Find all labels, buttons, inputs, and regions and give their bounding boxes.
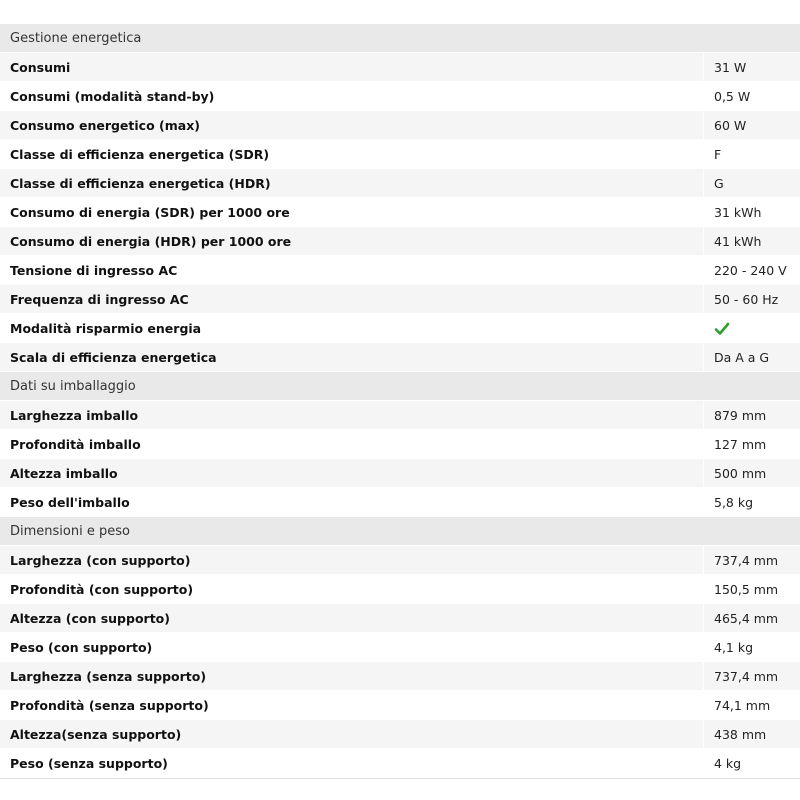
bottom-divider <box>0 778 800 779</box>
spec-value: 4 kg <box>714 755 742 771</box>
spec-row <box>0 604 800 633</box>
spec-label: Profondità (senza supporto) <box>0 691 704 719</box>
spec-label: Larghezza (senza supporto) <box>0 662 704 690</box>
spec-row <box>0 111 800 140</box>
spec-label: Consumi (modalità stand-by) <box>0 82 704 110</box>
spec-sheet <box>0 24 800 779</box>
spec-row <box>0 82 800 111</box>
spec-value: G <box>714 175 724 191</box>
spec-value: 31 kWh <box>714 204 762 220</box>
spec-label: Consumi <box>0 53 704 81</box>
spec-value: Da A a G <box>714 349 770 365</box>
spec-row <box>0 430 800 459</box>
spec-value: 4,1 kg <box>714 639 754 655</box>
spec-row <box>0 633 800 662</box>
spec-row <box>0 343 800 372</box>
spec-row <box>0 53 800 82</box>
spec-value: 41 kWh <box>714 233 762 249</box>
section-header: Dimensioni e peso <box>0 517 800 546</box>
spec-value: F <box>714 146 722 162</box>
spec-label: Profondità imballo <box>0 430 704 458</box>
spec-value: 465,4 mm <box>714 610 779 626</box>
spec-label: Consumo di energia (HDR) per 1000 ore <box>0 227 704 255</box>
spec-row <box>0 169 800 198</box>
spec-row <box>0 314 800 343</box>
spec-label: Classe di efficienza energetica (SDR) <box>0 140 704 168</box>
spec-value: 737,4 mm <box>714 552 779 568</box>
spec-value: 500 mm <box>714 465 767 481</box>
spec-label: Peso (senza supporto) <box>0 749 704 777</box>
spec-row <box>0 691 800 720</box>
spec-value: 0,5 W <box>714 88 751 104</box>
spec-label: Altezza (con supporto) <box>0 604 704 632</box>
spec-value: 50 - 60 Hz <box>714 291 779 307</box>
spec-value: 31 W <box>714 59 747 75</box>
spec-label: Classe di efficienza energetica (HDR) <box>0 169 704 197</box>
spec-label: Consumo di energia (SDR) per 1000 ore <box>0 198 704 226</box>
spec-label: Larghezza (con supporto) <box>0 546 704 574</box>
spec-value: 737,4 mm <box>714 668 779 684</box>
spec-row <box>0 546 800 575</box>
spec-row <box>0 227 800 256</box>
spec-label: Larghezza imballo <box>0 401 704 429</box>
check-icon <box>714 322 730 336</box>
spec-row <box>0 256 800 285</box>
spec-value: 60 W <box>714 117 747 133</box>
spec-row <box>0 662 800 691</box>
spec-row <box>0 749 800 778</box>
spec-value: 5,8 kg <box>714 494 754 510</box>
spec-label: Tensione di ingresso AC <box>0 256 704 284</box>
spec-label: Peso (con supporto) <box>0 633 704 661</box>
spec-row <box>0 575 800 604</box>
spec-value: 127 mm <box>714 436 767 452</box>
spec-value: 438 mm <box>714 726 767 742</box>
section-header: Gestione energetica <box>0 24 800 53</box>
spec-row <box>0 459 800 488</box>
spec-label: Consumo energetico (max) <box>0 111 704 139</box>
spec-label: Frequenza di ingresso AC <box>0 285 704 313</box>
spec-row <box>0 198 800 227</box>
spec-row <box>0 401 800 430</box>
spec-value: 220 - 240 V <box>714 262 787 278</box>
spec-value <box>704 320 800 336</box>
spec-value: 74,1 mm <box>714 697 771 713</box>
spec-label: Altezza imballo <box>0 459 704 487</box>
spec-value: 150,5 mm <box>714 581 779 597</box>
spec-row <box>0 140 800 169</box>
spec-label: Profondità (con supporto) <box>0 575 704 603</box>
spec-row <box>0 285 800 314</box>
spec-row <box>0 720 800 749</box>
section-header: Dati su imballaggio <box>0 372 800 401</box>
spec-row <box>0 488 800 517</box>
spec-label: Scala di efficienza energetica <box>0 343 704 371</box>
spec-label: Altezza(senza supporto) <box>0 720 704 748</box>
spec-label: Peso dell'imballo <box>0 488 704 516</box>
spec-label: Modalità risparmio energia <box>0 314 704 342</box>
spec-value: 879 mm <box>714 407 767 423</box>
